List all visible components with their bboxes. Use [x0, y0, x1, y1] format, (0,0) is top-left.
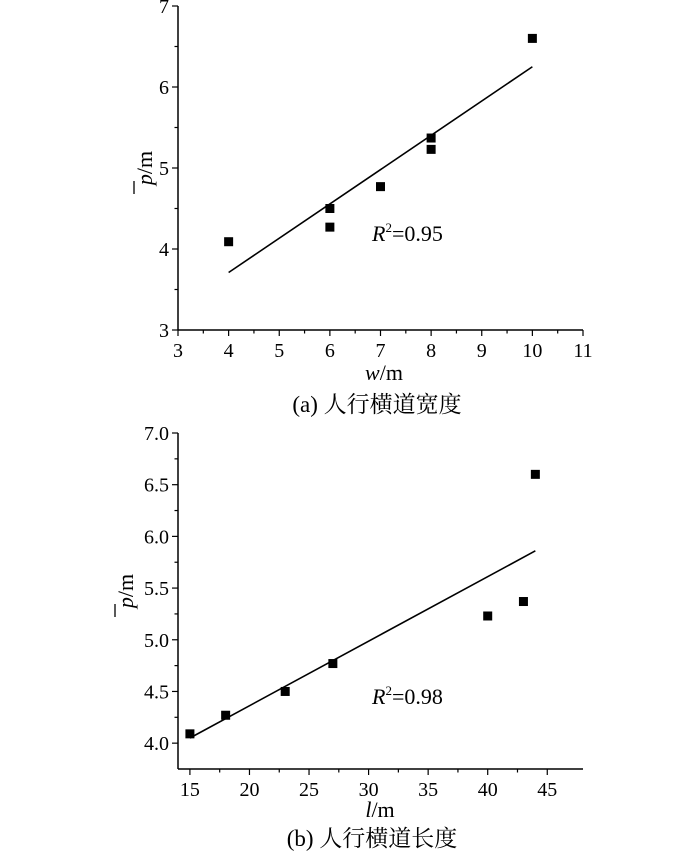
chart-a-width	[132, 0, 593, 417]
chart-a-data-point	[325, 223, 334, 232]
chart-a-y-tick-label: 4	[159, 239, 169, 261]
chart-b-data-point	[281, 687, 290, 696]
chart-a-y-unit: /m	[132, 150, 157, 175]
chart-b-r2-var: R	[372, 684, 386, 709]
chart-b-fit-line	[190, 551, 535, 738]
chart-b-tick-labels	[144, 423, 557, 801]
chart-b-y-tick-label: 4.5	[144, 681, 169, 704]
chart-b-y-tick-label: 5.5	[144, 578, 169, 601]
chart-b-x-var: l	[365, 797, 372, 822]
chart-a-x-tick-label: 5	[274, 340, 285, 362]
chart-a-y-var: p	[132, 174, 157, 186]
chart-b-y-axis-label	[113, 574, 138, 617]
chart-a-x-tick-label: 11	[573, 340, 593, 362]
chart-a-y-tick-label: 6	[159, 77, 169, 99]
chart-b-y-tick-label: 5.0	[144, 629, 169, 652]
chart-a-x-tick-label: 8	[426, 340, 437, 362]
chart-b-y-tick-label: 6.0	[144, 526, 169, 549]
chart-b-r2-annotation	[371, 683, 443, 709]
svg-text:p/m	[132, 151, 157, 187]
chart-b-data-point	[483, 611, 492, 620]
chart-b-y-var: p	[113, 597, 138, 609]
chart-a-x-axis-label	[365, 360, 403, 385]
chart-b-x-tick-label: 30	[358, 779, 379, 801]
chart-b-data-point	[531, 470, 540, 479]
chart-b-x-tick-label: 40	[477, 779, 498, 801]
chart-b-y-unit: /m	[113, 573, 138, 598]
chart-b-data-point	[519, 597, 528, 606]
chart-b-length	[113, 423, 583, 851]
chart-b-x-tick-label: 25	[299, 779, 320, 801]
chart-a-x-tick-label: 6	[324, 340, 335, 362]
svg-text:p/m	[113, 574, 138, 610]
chart-b-y-tick-label: 4.0	[144, 733, 169, 756]
chart-a-x-tick-label: 9	[476, 340, 487, 362]
chart-b-ticks	[172, 433, 547, 775]
chart-a-r2-value: =0.95	[391, 221, 443, 246]
chart-a-data-point	[224, 237, 233, 246]
chart-b-x-tick-label: 35	[418, 779, 439, 801]
chart-b-data-point	[185, 729, 194, 738]
chart-a-x-tick-label: 7	[375, 340, 386, 362]
chart-a-data-point	[427, 145, 436, 154]
chart-a-data-point	[325, 204, 334, 213]
chart-b-r2-sup: 2	[385, 683, 392, 698]
chart-a-caption: (a) 人行横道宽度	[292, 392, 462, 417]
chart-b-points	[185, 470, 539, 738]
chart-a-y-axis-label	[132, 151, 157, 194]
chart-a-x-tick-label: 4	[223, 340, 234, 362]
chart-a-points	[224, 34, 537, 246]
chart-a-data-point	[376, 182, 385, 191]
chart-a-y-tick-label: 7	[159, 0, 169, 18]
chart-a-x-tick-label: 3	[173, 340, 183, 362]
chart-b-data-point	[221, 711, 230, 720]
chart-a-tick-labels	[159, 0, 593, 362]
chart-a-data-point	[427, 134, 436, 143]
chart-a-x-tick-label: 10	[522, 340, 543, 362]
chart-a-r2-annotation	[371, 220, 443, 246]
chart-b-data-point	[328, 659, 337, 668]
chart-a-y-tick-label: 5	[159, 158, 169, 180]
chart-a-r2-sup: 2	[385, 220, 392, 235]
chart-b-x-tick-label: 20	[239, 779, 260, 801]
chart-b-x-tick-label: 15	[179, 779, 200, 801]
chart-a-axes	[178, 6, 583, 330]
chart-a-x-unit: /m	[379, 360, 403, 385]
chart-a-data-point	[528, 34, 537, 43]
chart-a-r2-var: R	[372, 221, 386, 246]
chart-b-x-axis-label	[365, 797, 394, 822]
chart-b-x-tick-label: 45	[537, 779, 558, 801]
chart-b-r2-value: =0.98	[391, 684, 443, 709]
chart-a-x-var: w	[365, 360, 380, 385]
chart-b-y-tick-label: 7.0	[144, 423, 169, 445]
chart-b-y-tick-label: 6.5	[144, 474, 169, 497]
chart-b-x-unit: /m	[371, 797, 395, 822]
chart-b-caption: (b) 人行横道长度	[286, 826, 458, 851]
chart-a-y-tick-label: 3	[159, 320, 169, 342]
